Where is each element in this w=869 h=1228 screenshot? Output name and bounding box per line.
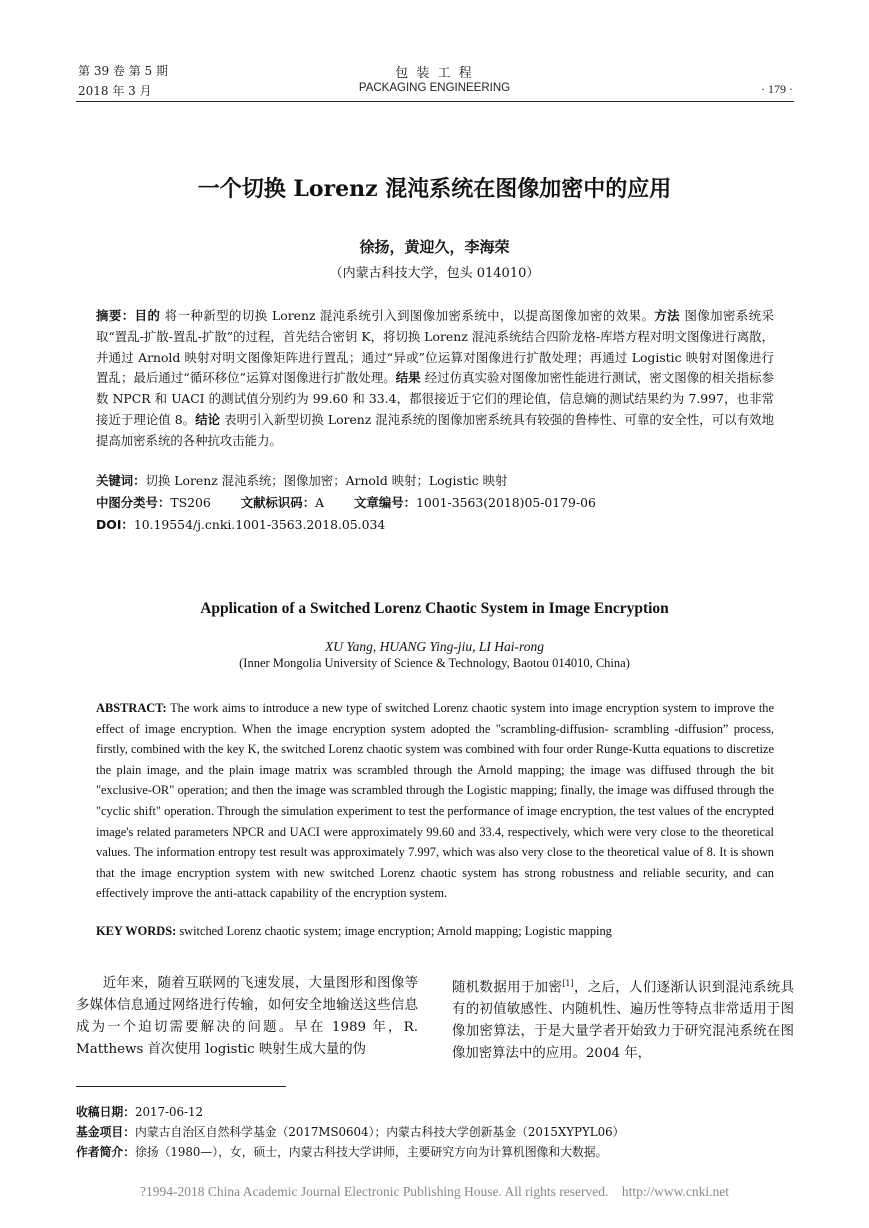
objective-text: 将一种新型的切换 Lorenz 混沌系统引入到图像加密系统中，以提高图像加密的效果。 — [160, 308, 655, 323]
abstract-label-cn: 摘要： — [96, 308, 135, 323]
objective-label: 目的 — [134, 308, 161, 323]
abstract-label-en: ABSTRACT: — [96, 701, 167, 715]
doc-code-value: A — [315, 495, 325, 510]
abstract-cn — [96, 306, 774, 452]
keywords-text-en: switched Lorenz chaotic system; image encryption; Arnold mapping; Logistic mapping — [176, 924, 612, 938]
author-bio-value: 徐扬（1980—），女，硕士，内蒙古科技大学讲师，主要研究方向为计算机图像和大数据。 — [135, 1145, 608, 1159]
journal-name-en: PACKAGING ENGINEERING — [358, 82, 511, 94]
body-column-left: 近年来，随着互联网的飞速发展，大量图形和图像等多媒体信息通过网络进行传输，如何安全地输送这些信息成为一个迫切需要解决的问题。早在 1989 年，R. Matthews 首次使用 logistic 映射生成大量的伪 — [76, 976, 418, 1057]
clc-value: TS206 — [170, 495, 211, 510]
classification-line — [96, 492, 774, 514]
journal-volume: 第 39 卷 第 5 期 — [78, 64, 168, 78]
received-value: 2017-06-12 — [135, 1105, 204, 1119]
keywords-label-cn: 关键词： — [96, 473, 146, 488]
paper-title-en: Application of a Switched Lorenz Chaotic System in Image Encryption — [200, 600, 669, 617]
paper-title-cn: 一个切换 Lorenz 混沌系统在图像加密中的应用 — [197, 176, 672, 202]
footnote-fund — [76, 1122, 794, 1142]
body-right-text-a: 随机数据用于加密 — [452, 980, 563, 996]
conclusion-label: 结论 — [195, 411, 221, 427]
author-bio-label: 作者简介： — [76, 1145, 135, 1159]
keywords-text-cn: 切换 Lorenz 混沌系统；图像加密；Arnold 映射；Logistic 映射 — [145, 473, 508, 488]
affiliation-en: (Inner Mongolia University of Science & Technology, Baotou 014010, China) — [239, 656, 630, 670]
keywords-label-en: KEY WORDS: — [96, 924, 177, 938]
journal-name-cn: 包 装 工 程 — [395, 66, 474, 81]
received-label: 收稿日期： — [76, 1105, 135, 1119]
keywords-cn — [96, 470, 774, 492]
methods-label: 方法 — [654, 308, 681, 323]
body-right-text-b: ，之后，人们逐渐认识到混沌系统具有的初值敏感性、内随机性、遍历性等特点非常适用于图像加密算法，于是大量学者开始致力于研究混沌系统在图像加密算法中的应用。2004 年， — [452, 980, 794, 1062]
affiliation-cn: （内蒙古科技大学，包头 014010） — [329, 266, 540, 281]
doi-line — [96, 514, 774, 536]
footnote-received — [76, 1102, 794, 1122]
article-number-value: 1001-3563(2018)05-0179-06 — [416, 495, 596, 510]
page-number: · 179 · — [761, 82, 793, 96]
header-rule — [76, 101, 794, 102]
fund-value: 内蒙古自治区自然科学基金（2017MS0604）；内蒙古科技大学创新基金（2015XYPYL06） — [135, 1125, 625, 1139]
footnote-author — [76, 1142, 794, 1162]
doc-code-label: 文献标识码： — [240, 495, 316, 510]
keywords-en — [96, 924, 774, 939]
copyright-footer: ?1994-2018 China Academic Journal Electronic Publishing House. All rights reserved. http://www.cnki.net — [140, 1184, 729, 1199]
body-column-right — [452, 973, 794, 1065]
footnote-rule — [76, 1086, 286, 1087]
journal-date: 2018 年 3 月 — [78, 84, 152, 98]
doi-value: 10.19554/j.cnki.1001-3563.2018.05.034 — [133, 517, 386, 532]
fund-label: 基金项目： — [76, 1125, 135, 1139]
authors-en: XU Yang, HUANG Ying-jiu, LI Hai-rong — [325, 639, 544, 654]
methods-text: 图像加密系统采取“置乱-扩散-置乱-扩散”的过程，首先结合密钥 K，将切换 Lorenz 混沌系统结合四阶龙格-库塔方程对明文图像进行离散，并通过 Arnold 映射对明文图像矩阵进行置乱；通过“异或”位运算对图像进行扩散处理；再通过 Logistic 映射对图像进行置乱；最后通过“循环移位”运算对图像进行扩散处理。 — [96, 308, 775, 386]
results-text: 经过仿真实验对图像加密性能进行测试，密文图像的相关指标参数 NPCR 和 UACI 的测试值分别约为 99.60 和 33.4，都很接近于它们的理论值，信息熵的测试结果约为 7.997，也非常接近于理论值 8。 — [96, 370, 774, 427]
abstract-text-en: The work aims to introduce a new type of switched Lorenz chaotic system into image encryption system to improve the effect of image encryption. When the image encryption system adopted the "scrambling-diffusion- scrambling -diffusion” process, firstly, combined with the key K, the switched Lorenz chaotic system was combined with four order Runge-Kutta equations to discretize the plain image, and the plain image matrix was scrambled through the Arnold mapping; the image was diffused through the bit "exclusive-OR" operation; and then the image was scrambled through the Logistic mapping; finally, the image was diffused through the "cyclic shift" operation. Through the simulation experiment to test the performance of image encryption, the test values of the encrypted image's related parameters NPCR and UACI were approximately 99.60 and 33.4, respectively, which were very close to the theoretical values. The information entropy test result was approximately 7.997, which was also very close to the theoretical value of 8. It is shown that the image encryption system with new switched Lorenz chaotic system has strong robustness and reliable security, and can effectively improve the anti-attack capability of the encryption system. — [96, 701, 774, 901]
results-label: 结果 — [395, 370, 421, 386]
article-number-label: 文章编号： — [354, 495, 416, 510]
doi-label: DOI： — [96, 517, 134, 532]
clc-label: 中图分类号： — [96, 495, 171, 510]
conclusion-text: 表明引入新型切换 Lorenz 混沌系统的图像加密系统具有较强的鲁棒性、可靠的安全性，可以有效地提高加密系统的各种抗攻击能力。 — [96, 411, 775, 448]
abstract-en — [96, 698, 774, 904]
authors-cn: 徐扬，黄迎久，李海荣 — [359, 238, 510, 256]
citation-ref: [1] — [562, 979, 574, 988]
